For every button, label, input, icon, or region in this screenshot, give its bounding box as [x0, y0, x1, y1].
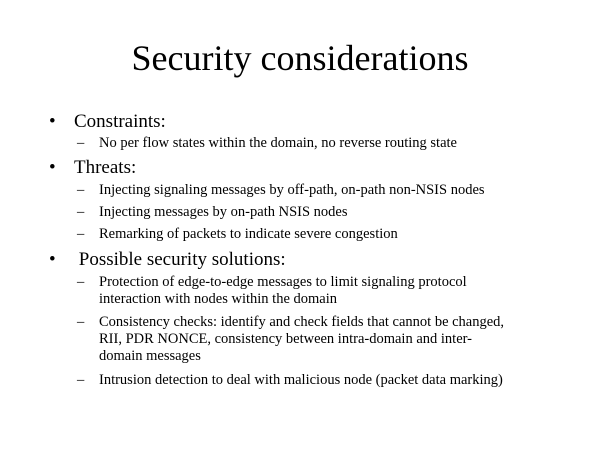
bullet-dot-icon: •	[49, 157, 56, 178]
sub-item-text: No per flow states within the domain, no reverse routing state	[99, 135, 457, 151]
sub-item	[77, 226, 579, 243]
sub-item-text: Injecting messages by on-path NSIS nodes	[99, 204, 348, 220]
sub-item-text: Consistency checks: identify and check fields that cannot be changed, RII, PDR NONCE, consistency between intra-domain and inter-domain messages	[99, 314, 505, 364]
dash-icon: –	[77, 274, 85, 290]
bullet-dot-icon: •	[49, 249, 56, 270]
dash-icon: –	[77, 135, 85, 151]
sub-item-text: Intrusion detection to deal with malicious node (packet data marking)	[99, 372, 503, 388]
bullet-dot-icon: •	[49, 111, 56, 132]
bullet-label: Constraints:	[74, 111, 166, 132]
sub-item	[77, 372, 519, 389]
sub-item	[77, 204, 579, 221]
sub-item-text: Remarking of packets to indicate severe congestion	[99, 226, 398, 242]
sub-item	[77, 314, 514, 365]
bullet-label: Threats:	[74, 157, 137, 178]
sub-item-text: Protection of edge-to-edge messages to limit signaling protocol interaction with nodes within the domain	[99, 274, 467, 307]
dash-icon: –	[77, 372, 85, 388]
dash-icon: –	[77, 204, 85, 220]
sub-item	[77, 182, 579, 199]
slide-title: Security considerations	[131, 38, 469, 78]
dash-icon: –	[77, 226, 85, 242]
sub-item-text: Injecting signaling messages by off-path, on-path non-NSIS nodes	[99, 182, 485, 198]
dash-icon: –	[77, 182, 85, 198]
sub-item	[77, 274, 529, 308]
dash-icon: –	[77, 314, 85, 330]
sub-item	[77, 135, 579, 152]
bullet-label: Possible security solutions:	[74, 249, 286, 270]
